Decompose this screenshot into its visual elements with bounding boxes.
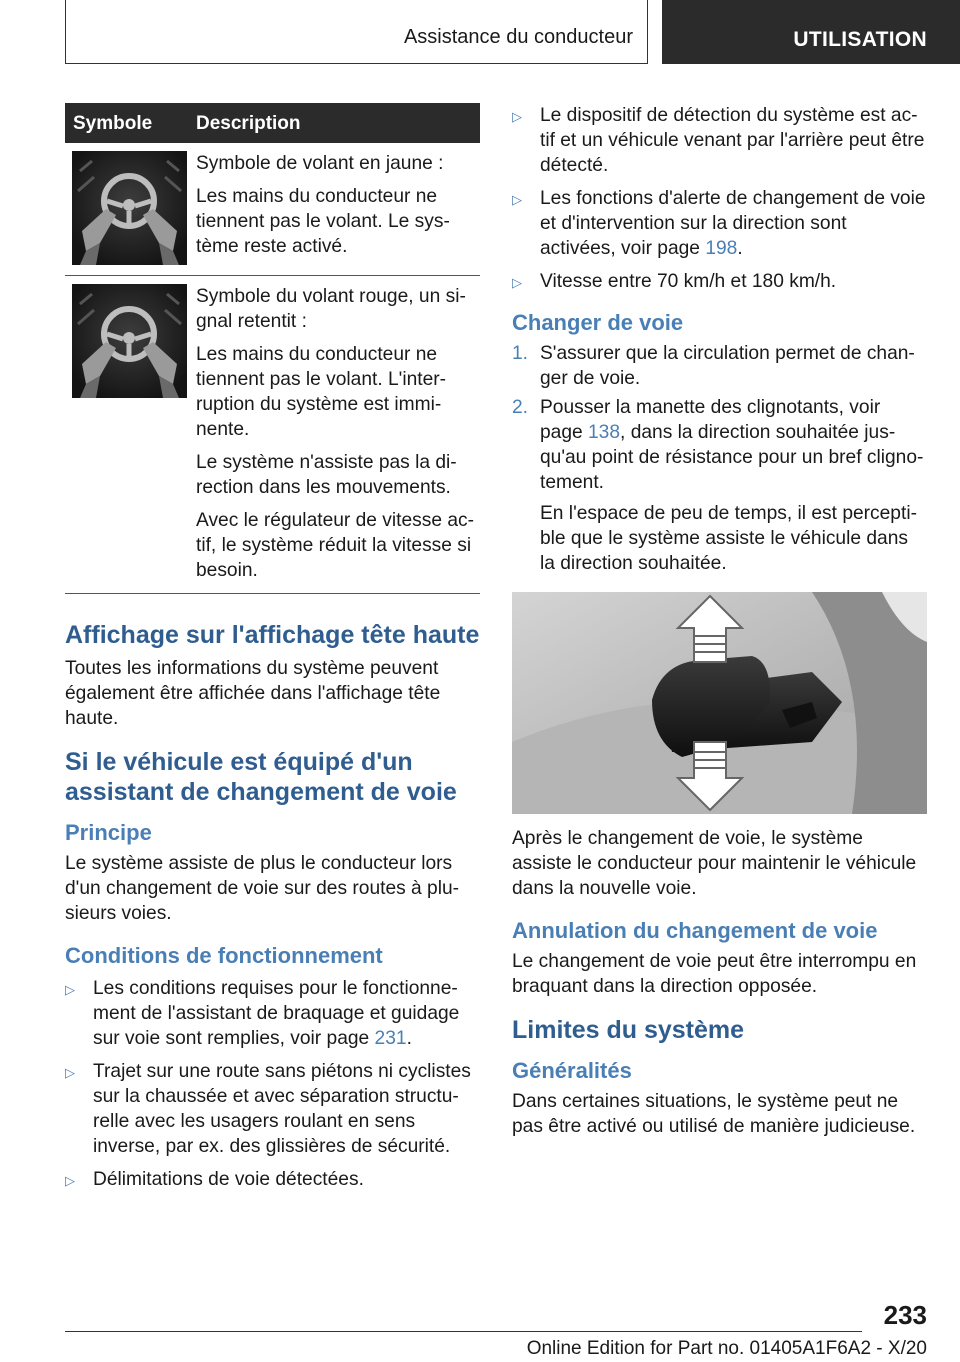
triangle-right-icon: ▷: [65, 1065, 75, 1080]
cancel-heading: Annulation du changement de voie: [512, 918, 878, 943]
chapter-title: UTILISATION: [793, 28, 927, 51]
triangle-right-icon: ▷: [65, 982, 75, 997]
header-chapter-box: [662, 0, 960, 64]
steering-wheel-yellow-icon: [72, 151, 187, 265]
step-note: En l'espace de peu de temps, il est percepti-ble que le système assiste le véhicule dans la direction souhaitée.: [540, 503, 917, 574]
general-heading: Généralités: [512, 1058, 632, 1083]
step-number: 1.: [512, 343, 529, 364]
table-row: [65, 143, 480, 276]
left-column: [65, 103, 480, 1193]
page-link[interactable]: 138: [588, 422, 621, 443]
row2-line4: Avec le régulateur de vitesse ac-tif, le système réduit la vitesse si besoin.: [196, 510, 475, 581]
table-row: [65, 276, 480, 594]
row2-line1: Symbole du volant rouge, un si-gnal retentit :: [196, 286, 466, 332]
triangle-right-icon: ▷: [65, 1173, 75, 1188]
row2-line2: Les mains du conducteur ne tiennent pas le volant. L'inter-ruption du système est immi-nente.: [196, 344, 447, 440]
turn-signal-lever-image: [512, 592, 927, 814]
limits-heading: Limites du système: [512, 1016, 745, 1044]
list-item: 2. Pousser la manette des clignotants, voir page 138, dans la direction souhaitée jus-qu'au point de résistance pour un bref cligno-tement. En l'espace de peu de temps, il est percepti-ble que le système assiste le véhicule dans la direction souhaitée.: [512, 395, 927, 576]
principle-body: Le système assiste de plus le conducteur lors d'un changement de voie sur des routes à plu-sieurs voies.: [65, 853, 460, 924]
page-link[interactable]: 198: [705, 238, 738, 259]
right-column: [512, 103, 927, 1139]
edition-note: Online Edition for Part no. 01405A1F6A2 - X/20: [526, 1338, 927, 1359]
page-number: 233: [883, 1300, 927, 1330]
conditions-heading: Conditions de fonctionnement: [65, 943, 383, 968]
list-item: ▷ Le dispositif de détection du système est ac-tif et un véhicule venant par l'arrière peut être détecté.: [512, 105, 925, 176]
list-item: ▷ Les conditions requises pour le fonctionne-ment de l'assistant de braquage et guidage sur voie sont remplies, voir page 231.: [65, 978, 460, 1049]
list-item: 1. S'assurer que la circulation permet de chan-ger de voie.: [512, 343, 915, 389]
triangle-right-icon: ▷: [512, 275, 522, 290]
list-item: ▷ Les fonctions d'alerte de changement de voie et d'intervention sur la direction sont activées, voir page 198.: [512, 188, 926, 259]
hud-body: Toutes les informations du système peuvent également être affichée dans l'affichage tête haute.: [65, 658, 441, 729]
triangle-right-icon: ▷: [512, 109, 522, 124]
section-title: Assistance du conducteur: [403, 26, 633, 48]
list-item: ▷ Vitesse entre 70 km/h et 180 km/h.: [512, 269, 927, 295]
principle-heading: Principe: [65, 820, 152, 845]
row2-line3: Le système n'assiste pas la di-rection dans les mouvements.: [196, 452, 457, 498]
col-description-header: Description: [196, 113, 301, 134]
general-body: Dans certaines situations, le système peut ne pas être activé ou utilisé de manière judicieuse.: [512, 1091, 916, 1137]
after-photo-text: Après le changement de voie, le système assiste le conducteur pour maintenir le véhicule dans la nouvelle voie.: [512, 828, 917, 899]
row1-line2: Les mains du conducteur ne tiennent pas le volant. Le sys-tème reste activé.: [196, 186, 450, 257]
triangle-right-icon: ▷: [512, 192, 522, 207]
footer-divider: [65, 1331, 862, 1332]
change-lane-heading: Changer de voie: [512, 310, 684, 335]
step-number: 2.: [512, 397, 529, 418]
table-header: [65, 103, 480, 143]
row1-line1: Symbole de volant en jaune :: [196, 153, 444, 174]
list-item: ▷ Trajet sur une route sans piétons ni cyclistes sur la chaussée et avec séparation structu-relle avec les usagers roulant en sens inverse, par ex. des glissières de sécurité.: [65, 1061, 471, 1157]
steering-wheel-red-icon: [72, 284, 187, 398]
page-link[interactable]: 231: [374, 1028, 407, 1049]
header-section-box: [65, 0, 648, 64]
hud-heading: Affichage sur l'affichage tête haute: [65, 621, 480, 649]
cancel-body: Le changement de voie peut être interrompu en braquant dans la direction opposée.: [512, 951, 917, 997]
list-item: ▷ Délimitations de voie détectées.: [65, 1167, 480, 1193]
lane-change-heading: Si le véhicule est équipé d'un assistant de changement de voie: [65, 748, 457, 806]
col-symbol-header: Symbole: [73, 113, 153, 134]
